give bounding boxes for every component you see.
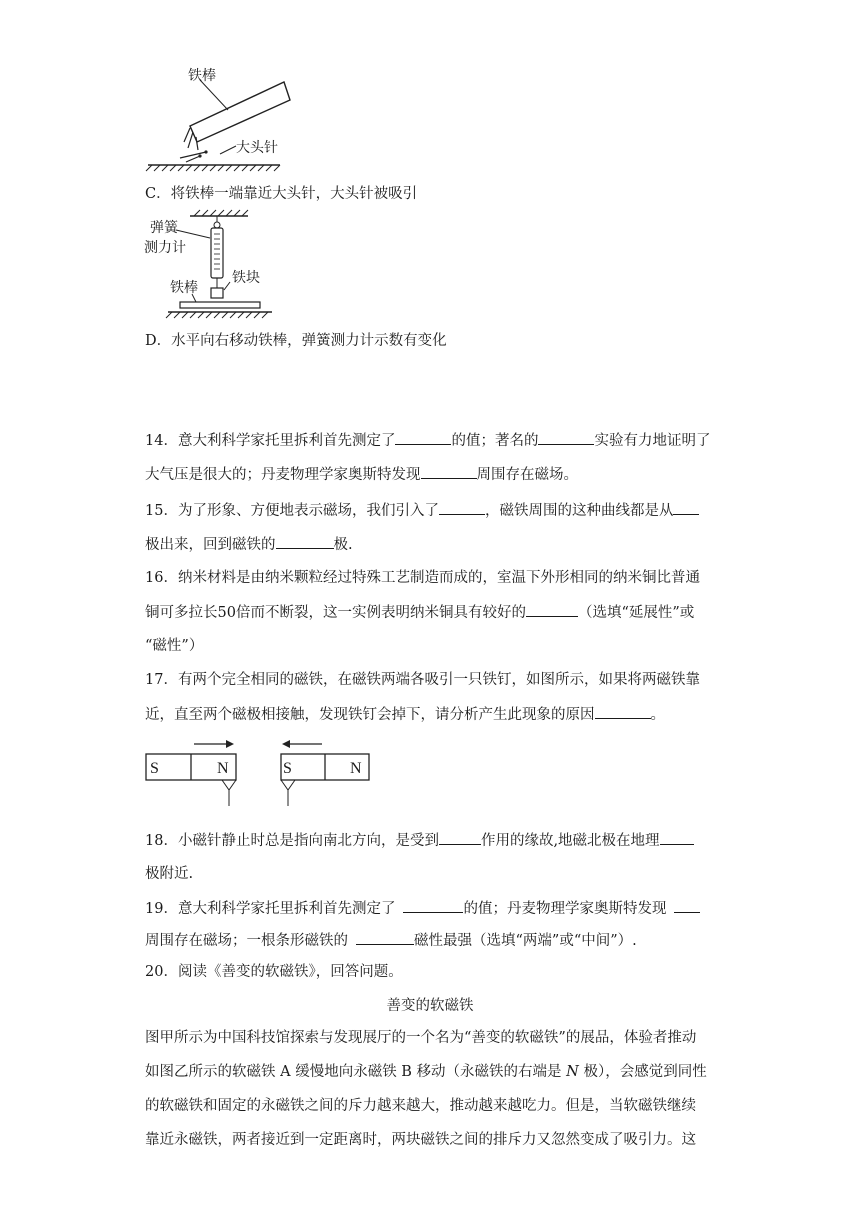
option-c: C．将铁棒一端靠近大头针，大头针被吸引 (145, 186, 418, 202)
label-iron-rod: 铁棒 (188, 68, 216, 84)
question-18-line-2: 极附近. (145, 866, 194, 882)
label-pin: 大头针 (236, 140, 278, 156)
article-title: 善变的软磁铁 (386, 998, 474, 1014)
article-line-3: 的软磁铁和固定的永磁铁之间的斥力越来越大，推动越来越吃力。但是，当软磁铁继续 (145, 1098, 696, 1114)
magnet-left-pole-n: N (217, 760, 229, 777)
question-20-intro: 20．阅读《善变的软磁铁》，回答问题。 (145, 964, 403, 980)
question-16-line-2: 铜可多拉长50倍而不断裂，这一实例表明纳米铜具有较好的 （选填“延展性”或 (145, 602, 694, 623)
question-19-line-1: 19．意大利科学家托里拆利首先测定了 的值；丹麦物理学家奥斯特发现 (145, 898, 700, 919)
label-iron-block: 铁块 (232, 270, 260, 286)
magnet-right-pole-n: N (350, 760, 362, 777)
magnet-right-pole-s: S (283, 760, 292, 777)
question-19-line-2: 周围存在磁场；一根条形磁铁的 磁性最强（选填“两端”或“中间”）. (145, 930, 637, 951)
option-d: D．水平向右移动铁棒，弹簧测力计示数有变化 (145, 333, 447, 349)
figure-two-magnets (140, 734, 380, 810)
question-14-line-2: 大气压是很大的；丹麦物理学家奥斯特发现 周围存在磁场。 (145, 464, 578, 485)
label-iron-rod-d: 铁棒 (170, 280, 198, 296)
question-16-line-3: “磁性”） (145, 638, 204, 654)
question-15-line-2: 极出来，回到磁铁的 极. (145, 534, 353, 555)
question-16-line-1: 16．纳米材料是由纳米颗粒经过特殊工艺制造而成的，室温下外形相同的纳米铜比普通 (145, 570, 700, 586)
label-spring: 弹簧 (150, 220, 178, 236)
figure-d-spring-scale (140, 208, 300, 324)
question-17-line-2: 近，直至两个磁极相接触，发现铁钉会掉下，请分析产生此现象的原因 。 (145, 704, 665, 725)
question-14-line-1: 14．意大利科学家托里拆利首先测定了 的值；著名的 实验有力地证明了 (145, 430, 710, 451)
question-18-line-1: 18．小磁针静止时总是指向南北方向，是受到 作用的缘故,地磁北极在地理 (145, 830, 694, 851)
question-17-line-1: 17．有两个完全相同的磁铁，在磁铁两端各吸引一只铁钉，如图所示，如果将两磁铁靠 (145, 672, 700, 688)
label-spring-scale: 测力计 (144, 240, 186, 256)
magnet-left-pole-s: S (150, 760, 159, 777)
article-line-2: 如图乙所示的软磁铁 A 缓慢地向永磁铁 B 移动（永磁铁的右端是 N 极），会感觉到同性 (145, 1064, 707, 1080)
article-line-1: 图甲所示为中国科技馆探索与发现展厅的一个名为“善变的软磁铁”的展品，体验者推动 (145, 1030, 697, 1046)
article-line-4: 靠近永磁铁，两者接近到一定距离时，两块磁铁之间的排斥力又忽然变成了吸引力。这 (145, 1132, 696, 1148)
figure-c-iron-rod-pins (140, 62, 300, 174)
question-15-line-1: 15．为了形象、方便地表示磁场，我们引入了 ，磁铁周围的这种曲线都是从 (145, 500, 699, 521)
